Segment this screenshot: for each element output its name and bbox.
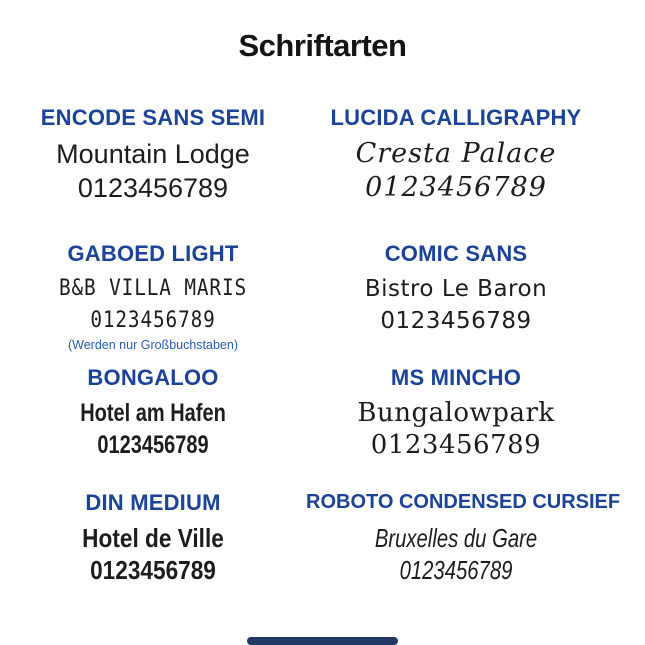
- sample-digits: 0123456789: [365, 172, 547, 203]
- sample-digits: 0123456789: [380, 308, 532, 334]
- sample-digits: 0123456789: [370, 430, 542, 460]
- sample-text: Hotel de Ville: [82, 523, 224, 553]
- sample-digits: 0123456789: [97, 431, 209, 459]
- specimen-bongaloo: [0, 364, 306, 461]
- uppercase-only-note: (Werden nur Großbuchstaben): [68, 338, 238, 352]
- font-name-heading: MS MINCHO: [390, 365, 522, 390]
- specimen-comic-sans: [306, 240, 606, 337]
- sample-digits: 0123456789: [399, 555, 513, 585]
- specimen-encode-sans-semi: [0, 104, 306, 205]
- home-indicator-bar: [247, 637, 398, 645]
- sample-text: Bungalowpark: [357, 398, 555, 428]
- font-name-heading: GABOED LIGHT: [67, 241, 239, 266]
- specimen-ms-mincho: [306, 364, 606, 461]
- font-name-heading: COMIC SANS: [384, 241, 528, 266]
- font-name-heading: ROBOTO CONDENSED CURSIEF: [306, 491, 621, 513]
- sample-text: Bistro Le Baron: [364, 276, 548, 302]
- font-name-heading: ENCODE SANS SEMI: [40, 105, 266, 130]
- specimen-gaboed-light: [0, 240, 306, 353]
- sample-text: Bruxelles du Gare: [374, 523, 538, 553]
- font-name-heading: BONGALOO: [87, 365, 219, 390]
- page-title: Schriftarten: [238, 28, 407, 63]
- font-name-heading: LUCIDA CALLIGRAPHY: [330, 105, 582, 130]
- sample-text: B&B VILLA MARIS: [58, 276, 248, 301]
- sample-text: Mountain Lodge: [56, 139, 250, 169]
- sample-digits: 0123456789: [90, 555, 216, 585]
- specimen-din-medium: [0, 489, 306, 586]
- font-name-heading: DIN MEDIUM: [85, 490, 221, 515]
- sample-text: Hotel am Hafen: [80, 399, 226, 427]
- sample-digits: 0123456789: [90, 308, 216, 333]
- specimen-roboto-condensed-cursief: [306, 489, 621, 586]
- sample-text: Cresta Palace: [355, 138, 557, 169]
- sample-digits: 0123456789: [77, 173, 229, 203]
- specimen-lucida-calligraphy: [306, 104, 606, 205]
